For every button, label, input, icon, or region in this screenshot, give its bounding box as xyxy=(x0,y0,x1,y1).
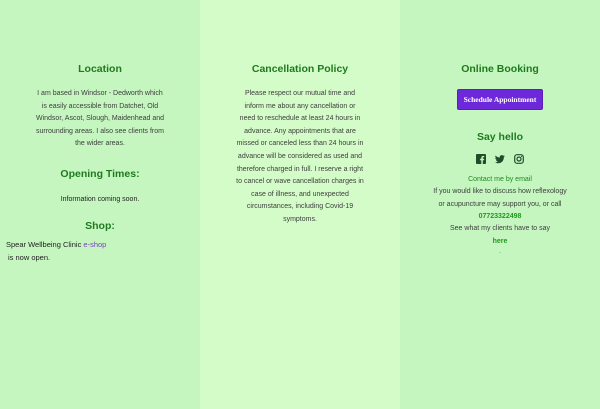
location-heading: Location xyxy=(78,63,122,75)
facebook-icon[interactable] xyxy=(476,154,486,164)
shop-text-after: is now open. xyxy=(8,252,51,262)
trailing-dot: . xyxy=(499,247,501,255)
e-shop-link[interactable]: e-shop xyxy=(83,239,107,249)
schedule-appointment-button[interactable]: Schedule Appointment xyxy=(457,89,544,110)
cancellation-column xyxy=(200,0,400,409)
location-text: I am based in Windsor - Dedworth which is easily accessible from Datchet, Old Windsor, Ascot, Slough, Maidenhead and surrounding areas. I also see clients from the wider areas. xyxy=(35,90,165,148)
social-icons xyxy=(430,154,570,164)
opening-times-text: Information coming soon. xyxy=(60,195,140,203)
location-column xyxy=(0,0,200,409)
say-hello-heading: Say hello xyxy=(476,131,524,143)
testimonials-here-link[interactable]: here xyxy=(492,237,508,245)
contact-email-link[interactable]: Contact me by email xyxy=(468,176,532,183)
cancellation-text: Please respect our mutual time and inform me about any cancellation or need to reschedule at least 24 hours in advance. Any appointments that are missed or canceled less than 24 hours in advance will be considered as used and therefore charged in full. I reserve a right to cancel or wave cancellation charges in case of illness, and unexpected circumstances, including Covid-19 symptoms. xyxy=(236,90,364,223)
opening-times-heading: Opening Times: xyxy=(60,167,140,180)
phone-link[interactable]: 07723322498 xyxy=(478,213,522,221)
booking-column xyxy=(400,0,600,409)
shop-text-before: Spear Wellbeing Clinic xyxy=(6,239,84,249)
discuss-text: If you would like to discuss how reflexology or acupuncture may support you, or call xyxy=(433,188,567,208)
clients-text: See what my clients have to say xyxy=(450,225,550,233)
shop-text xyxy=(6,238,166,264)
online-booking-heading: Online Booking xyxy=(461,63,539,75)
shop-heading: Shop: xyxy=(85,219,115,232)
twitter-icon[interactable] xyxy=(495,154,505,164)
instagram-icon[interactable] xyxy=(514,154,524,164)
cancellation-heading: Cancellation Policy xyxy=(251,63,349,75)
